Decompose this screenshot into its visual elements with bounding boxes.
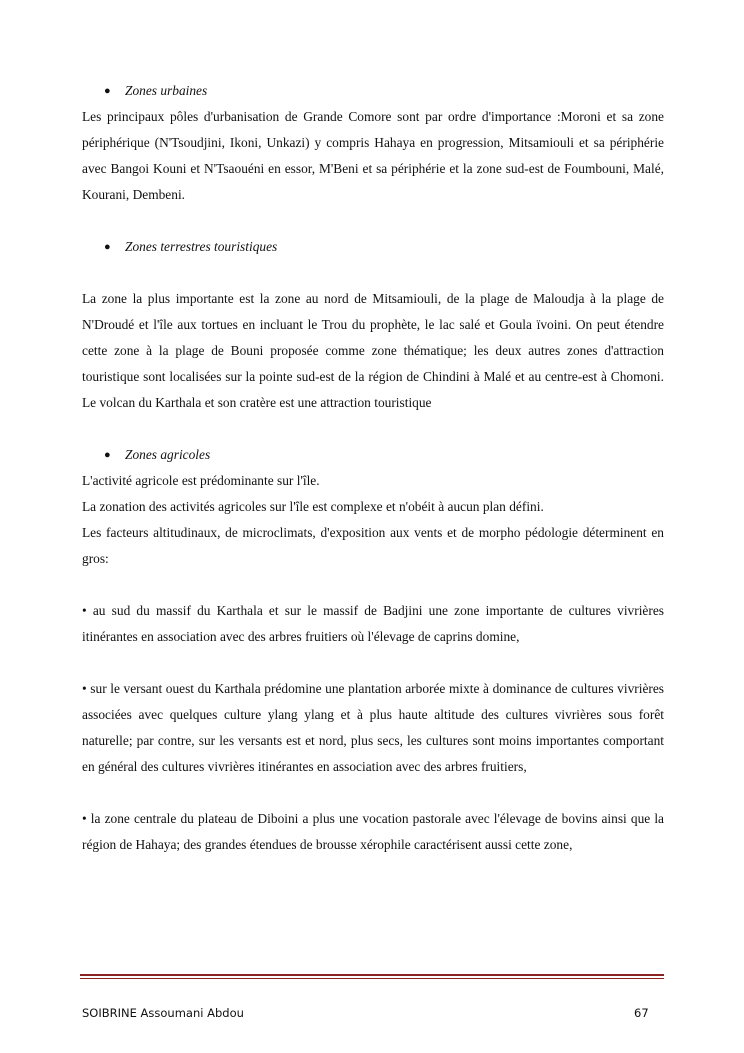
paragraph: Les principaux pôles d'urbanisation de Grande Comore sont par ordre d'importance :Moroni et sa zone périphérique (N'Tsoudjini, Ikoni, Unkazi) y compris Hahaya en progression, Mitsamiouli et sa périphérie avec Bangoi Kouni et N'Tsaouéni en essor, M'Beni et sa périphérie et la zone sud-est de Foumbouni, Malé, Kourani, Dembeni. bbox=[82, 109, 664, 202]
bullet-icon: ● bbox=[104, 241, 111, 253]
list-item: • la zone centrale du plateau de Diboini a plus une vocation pastorale avec l'élevage de bovins ainsi que la région de Hahaya; des grandes étendues de brousse xérophile caractérisent aussi cette zone, bbox=[82, 811, 664, 852]
section-heading-zones-touristiques bbox=[82, 234, 664, 260]
footer-author: SOIBRINE Assoumani Abdou bbox=[82, 1006, 244, 1020]
page-number: 67 bbox=[634, 1006, 649, 1020]
section-heading-zones-agricoles bbox=[82, 442, 664, 468]
paragraph: L'activité agricole est prédominante sur l'île. bbox=[82, 473, 320, 488]
section-heading-text: Zones terrestres touristiques bbox=[125, 239, 278, 254]
paragraph: Les facteurs altitudinaux, de microclimats, d'exposition aux vents et de morpho pédologie déterminent en gros: bbox=[82, 525, 664, 566]
paragraph: La zone la plus importante est la zone au nord de Mitsamiouli, de la plage de Maloudja à la plage de N'Droudé et l'île aux tortues en incluant le Trou du prophète, le lac salé et Goula ïvoini. On peut étendre cette zone à la plage de Bouni proposée comme zone thématique; les deux autres zones d'attraction touristique sont localisées sur la pointe sud-est de la région de Chindini à Malé et au centre-est à Chomoni. Le volcan du Karthala et son cratère est une attraction touristique bbox=[82, 291, 664, 410]
section-heading-text: Zones urbaines bbox=[125, 83, 208, 98]
bullet-icon: ● bbox=[104, 449, 111, 461]
section-heading-text: Zones agricoles bbox=[125, 447, 211, 462]
document-body bbox=[82, 78, 664, 858]
list-item: • au sud du massif du Karthala et sur le massif de Badjini une zone importante de cultures vivrières itinérantes en association avec des arbres fruitiers où l'élevage de caprins domine, bbox=[82, 603, 664, 644]
bullet-icon: ● bbox=[104, 85, 111, 97]
list-item: • sur le versant ouest du Karthala prédomine une plantation arborée mixte à dominance de cultures vivrières associées avec quelques culture ylang ylang et à plus haute altitude des cultures vivrières sous forêt naturelle; par contre, sur les versants est et nord, plus secs, les cultures sont moins importantes comportant en général des cultures vivrières itinérantes en association avec des arbres fruitiers, bbox=[82, 681, 664, 774]
paragraph: La zonation des activités agricoles sur l'île est complexe et n'obéit à aucun plan défini. bbox=[82, 499, 544, 514]
footer-divider-thin bbox=[80, 978, 664, 979]
footer-divider bbox=[80, 974, 664, 976]
section-heading-zones-urbaines bbox=[82, 78, 664, 104]
